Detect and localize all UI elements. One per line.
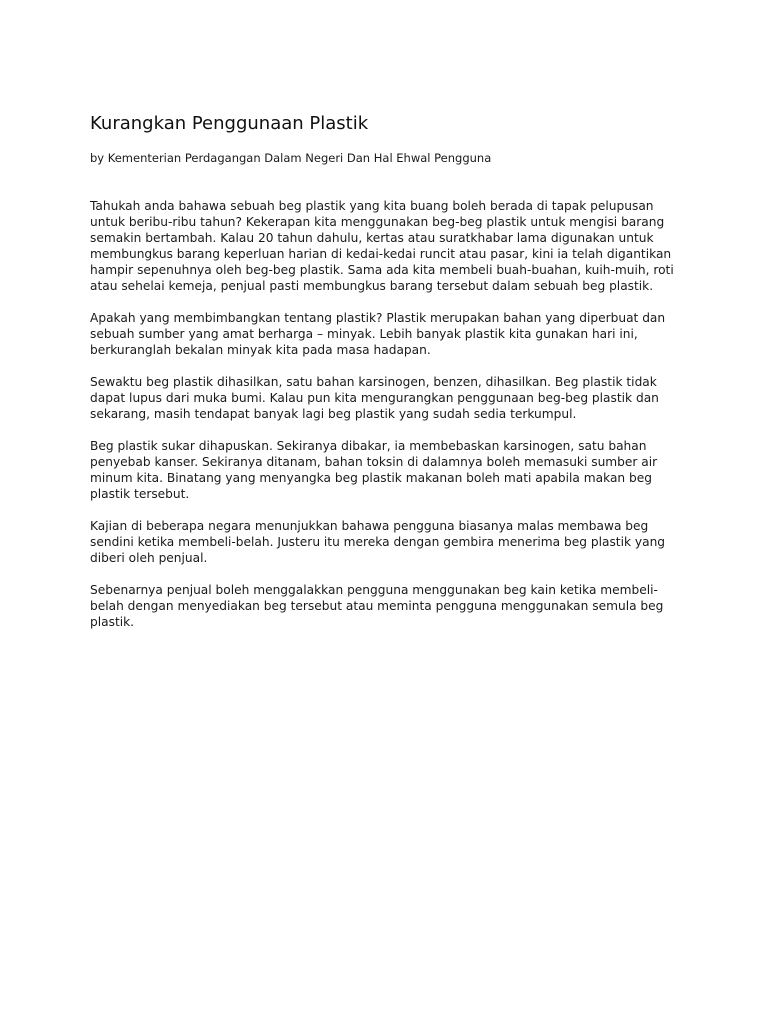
paragraph-6: Sebenarnya penjual boleh menggalakkan pengguna menggunakan beg kain ketika membeli-belah dengan menyediakan beg tersebut atau meminta pengguna menggunakan semula beg plastik. <box>90 583 664 629</box>
paragraph-3: Sewaktu beg plastik dihasilkan, satu bahan karsinogen, benzen, dihasilkan. Beg plastik tidak dapat lupus dari muka bumi. Kalau pun kita mengurangkan penggunaan beg-beg plastik dan sekarang, masih tendapat banyak lagi beg plastik yang sudah sedia terkumpul. <box>90 375 659 421</box>
paragraph-4: Beg plastik sukar dihapuskan. Sekiranya dibakar, ia membebaskan karsinogen, satu bahan penyebab kanser. Sekiranya ditanam, bahan toksin di dalamnya boleh memasuki sumber air minum kita. Binatang yang menyangka beg plastik makanan boleh mati apabila makan beg plastik tersebut. <box>90 439 658 501</box>
document-body <box>90 198 690 630</box>
paragraph-1: Tahukah anda bahawa sebuah beg plastik yang kita buang boleh berada di tapak pelupusan untuk beribu-ribu tahun? Kekerapan kita menggunakan beg-beg plastik untuk mengisi barang semakin bertambah. Kalau 20 tahun dahulu, kertas atau suratkhabar lama digunakan untuk membungkus barang keperluan harian di kedai-kedai runcit atau pasar, kini ia telah digantikan hampir sepenuhnya oleh beg-beg plastik. Sama ada kita membeli buah-buahan, kuih-muih, roti atau sehelai kemeja, penjual pasti membungkus barang tersebut dalam sebuah beg plastik. <box>90 199 674 293</box>
paragraph-2: Apakah yang membimbangkan tentang plastik? Plastik merupakan bahan yang diperbuat dan sebuah sumber yang amat berharga – minyak. Lebih banyak plastik kita gunakan hari ini, berkuranglah bekalan minyak kita pada masa hadapan. <box>90 311 666 357</box>
document-byline: by Kementerian Perdagangan Dalam Negeri Dan Hal Ehwal Pengguna <box>90 151 492 165</box>
document-page <box>90 112 690 646</box>
paragraph-5: Kajian di beberapa negara menunjukkan bahawa pengguna biasanya malas membawa beg sendini ketika membeli-belah. Justeru itu mereka dengan gembira menerima beg plastik yang diberi oleh penjual. <box>90 519 666 565</box>
document-title: Kurangkan Penggunaan Plastik <box>90 113 369 134</box>
